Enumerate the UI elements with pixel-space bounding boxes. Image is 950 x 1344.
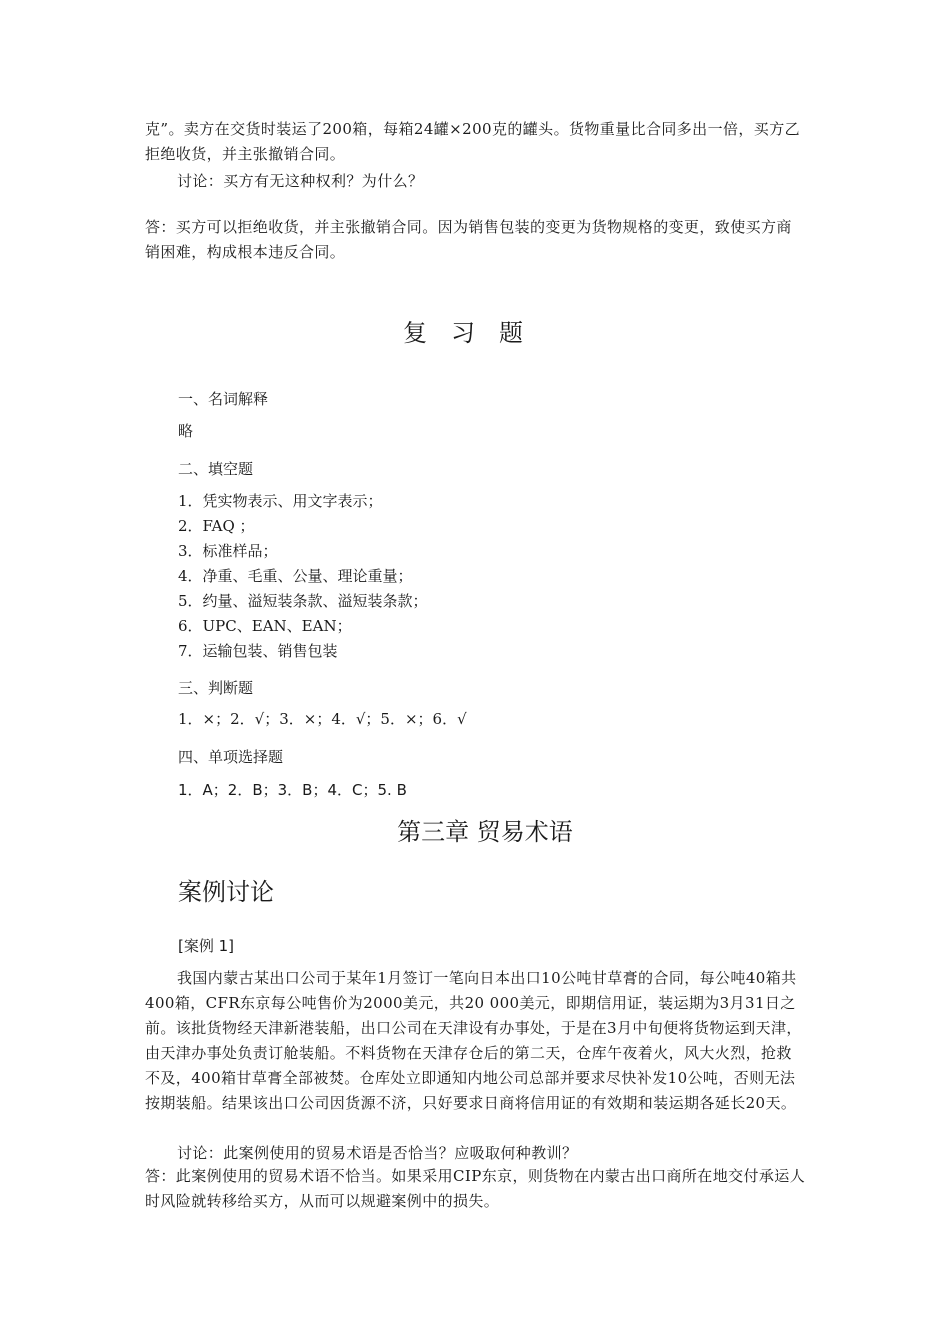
list-item: 6．UPC、EAN、EAN； bbox=[178, 617, 352, 635]
case-discussion-heading: 案例讨论 bbox=[178, 878, 274, 906]
section-heading-true-false: 三、判断题 bbox=[178, 679, 254, 697]
case-discussion-question: 讨论：买方有无这种权利？为什么？ bbox=[177, 172, 424, 190]
case-answer: 答：买方可以拒绝收货，并主张撤销合同。因为销售包装的变更为货物规格的变更，致使买方商销困难，构成根本违反合同。 bbox=[145, 218, 792, 261]
section-heading-fill-blank: 二、填空题 bbox=[178, 460, 254, 478]
chapter-title: 第三章 贸易术语 bbox=[397, 818, 573, 846]
single-choice-answers: 1．A；2．B；3．B；4．C；5. B bbox=[178, 781, 407, 799]
true-false-answers: 1．×；2．√；3．×；4．√；5．×；6．√ bbox=[178, 710, 467, 728]
case-body: 我国内蒙古某出口公司于某年1月签订一笔向日本出口10公吨甘草膏的合同，每公吨40箱共400箱，CFR东京每公吨售价为2000美元，共20 000美元，即期信用证，装运期为3月31日之前。该批货物经天津新港装船，出口公司在天津设有办事处，于是在3月中旬便将货物运到天津，由天津办事处负责订舱装船。不料货物在天津存仓后的第二天，仓库午夜着火，风大火烈，抢救不及，400箱甘草膏全部被焚。仓库处立即通知内地公司总部并要求尽快补发10公吨，否则无法按期装船。结果该出口公司因货源不济，只好要求日商将信用证的有效期和装运期各延长20天。 bbox=[145, 969, 802, 1112]
list-item: 3．标准样品； bbox=[178, 542, 278, 560]
case-answer-2: 答：此案例使用的贸易术语不恰当。如果采用CIP东京，则货物在内蒙古出口商所在地交付承运人时风险就转移给买方，从而可以规避案例中的损失。 bbox=[145, 1167, 806, 1210]
terms-answer: 略 bbox=[178, 422, 194, 440]
section-heading-single-choice: 四、单项选择题 bbox=[178, 748, 284, 766]
fill-blank-list bbox=[178, 489, 428, 664]
list-item: 7．运输包装、销售包装 bbox=[178, 642, 338, 660]
list-item: 1．凭实物表示、用文字表示； bbox=[178, 492, 383, 510]
review-title: 复习题 bbox=[403, 319, 547, 347]
list-item: 5．约量、溢短装条款、溢短装条款； bbox=[178, 592, 428, 610]
list-item: 4．净重、毛重、公量、理论重量； bbox=[178, 567, 413, 585]
case-discussion-question-2: 讨论：此案例使用的贸易术语是否恰当？应吸取何种教训？ bbox=[177, 1144, 578, 1162]
section-heading-terms: 一、名词解释 bbox=[178, 390, 269, 408]
list-item: 2．FAQ ； bbox=[178, 517, 255, 535]
case-label: [案例 1] bbox=[178, 937, 235, 955]
case-continuation-paragraph: 克”。卖方在交货时装运了200箱，每箱24罐×200克的罐头。货物重量比合同多出一倍，买方乙拒绝收货，并主张撤销合同。 bbox=[145, 120, 800, 163]
